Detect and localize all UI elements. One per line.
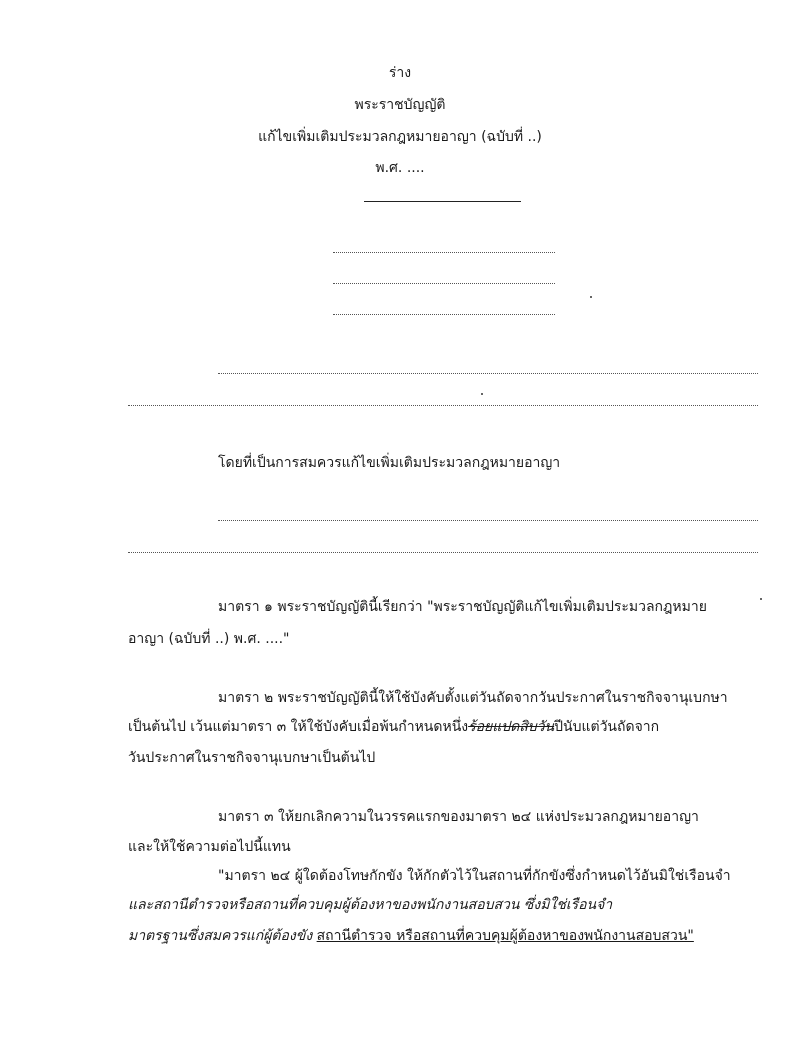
scan-speck (760, 598, 762, 600)
section-3-line-1: มาตรา ๓ ให้ยกเลิกความในวรรคแรกของมาตรา ๒๔ แห่งประมวลกฎหมายอาญา (218, 809, 699, 825)
blank-line-5 (128, 405, 758, 406)
act-year: พ.ศ. .... (375, 160, 425, 176)
section-2-line-1: มาตรา ๒ พระราชบัญญัตินี้ให้ใช้บังคับตั้งแต่วันถัดจากวันประกาศในราชกิจจานุเบกษา (218, 690, 728, 706)
scan-speck (481, 393, 483, 395)
blank-line-2 (333, 283, 555, 284)
scan-speck (590, 296, 592, 298)
section-3-line-2: และให้ใช้ความต่อไปนี้แทน (128, 839, 291, 855)
section-2-line-2 (128, 718, 659, 736)
blank-line-3 (333, 314, 555, 315)
blank-line-7 (128, 552, 758, 553)
preamble-reason: โดยที่เป็นการสมควรแก้ไขเพิ่มเติมประมวลกฎหมายอาญา (218, 455, 561, 471)
section-24-quote-line-1: "มาตรา ๒๔ ผู้ใดต้องโทษกักขัง ให้กักตัวไว้ในสถานที่กักขังซึ่งกำหนดไว้อันมิใช่เรือนจำ (218, 868, 731, 884)
section-2-line-2-end: ปีนับแต่วันถัดจาก (554, 719, 660, 735)
act-name-heading: แก้ไขเพิ่มเติมประมวลกฎหมายอาญา (ฉบับที่ ..) (258, 129, 542, 145)
blank-line-1 (333, 252, 555, 253)
section-2-line-3: วันประกาศในราชกิจจานุเบกษาเป็นต้นไป (128, 750, 376, 766)
draft-label: ร่าง (388, 65, 412, 81)
section-1-line-2: อาญา (ฉบับที่ ..) พ.ศ. ...." (128, 631, 290, 647)
title-divider (364, 201, 521, 202)
section-1-line-1: มาตรา ๑ พระราชบัญญัตินี้เรียกว่า "พระราชบัญญัติแก้ไขเพิ่มเติมประมวลกฎหมาย (218, 599, 707, 615)
act-type-heading: พระราชบัญญัติ (354, 97, 446, 113)
section-24-quote-line-2: และสถานีตำรวจหรือสถานที่ควบคุมผู้ต้องหาของพนักงานสอบสวน ซึ่งมิใช่เรือนจำ (128, 897, 613, 913)
section-24-quote-line-3-start: มาตรฐานซึ่งสมควรแก่ผู้ต้องขัง (128, 928, 313, 944)
section-24-quote-line-3-end: สถานีตำรวจ หรือสถานที่ควบคุมผู้ต้องหาของพนักงานสอบสวน" (316, 928, 694, 944)
section-2-amended-text: ร้อยแปดสิบวัน (468, 719, 555, 735)
section-24-quote-line-3 (128, 927, 694, 945)
blank-line-6 (218, 520, 758, 521)
section-2-line-2-start: เป็นต้นไป เว้นแต่มาตรา ๓ ให้ใช้บังคับเมื่อพ้นกำหนดหนึ่ง (128, 719, 469, 735)
blank-line-4 (218, 373, 758, 374)
